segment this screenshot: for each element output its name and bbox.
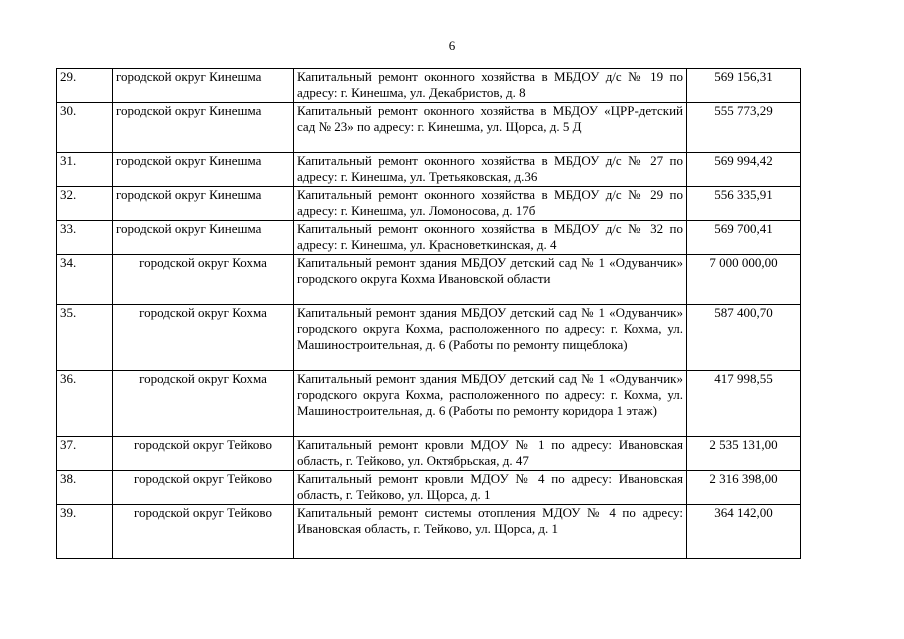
amount: 555 773,29 (687, 103, 801, 153)
work-description: Капитальный ремонт здания МБДОУ детский сад № 1 «Одуванчик» городского округа Кохма, расположенного по адресу: г. Кохма, ул. Машиностроительная, д. 6 (Работы по ремонту пищеблока) (294, 305, 687, 371)
amount: 364 142,00 (687, 505, 801, 559)
table-row (57, 471, 801, 505)
table-row (57, 103, 801, 153)
amount: 2 316 398,00 (687, 471, 801, 505)
amount: 2 535 131,00 (687, 437, 801, 471)
municipality: городской округ Кинешма (113, 187, 294, 221)
work-description: Капитальный ремонт кровли МДОУ № 4 по адресу: Ивановская область, г. Тейково, ул. Щорса, д. 1 (294, 471, 687, 505)
amount: 7 000 000,00 (687, 255, 801, 305)
table-row (57, 437, 801, 471)
row-number: 39. (57, 505, 113, 559)
municipality: городской округ Тейково (113, 505, 294, 559)
table-row (57, 371, 801, 437)
municipality: городской округ Кинешма (113, 221, 294, 255)
municipality: городской округ Кинешма (113, 103, 294, 153)
row-number: 31. (57, 153, 113, 187)
work-description: Капитальный ремонт здания МБДОУ детский сад № 1 «Одуванчик» городского округа Кохма Ивановской области (294, 255, 687, 305)
amount: 587 400,70 (687, 305, 801, 371)
amount: 569 994,42 (687, 153, 801, 187)
table-row (57, 255, 801, 305)
row-number: 32. (57, 187, 113, 221)
work-description: Капитальный ремонт здания МБДОУ детский сад № 1 «Одуванчик» городского округа Кохма, расположенного по адресу: г. Кохма, ул. Машиностроительная, д. 6 (Работы по ремонту коридора 1 этаж) (294, 371, 687, 437)
work-description: Капитальный ремонт кровли МДОУ № 1 по адресу: Ивановская область, г. Тейково, ул. Октябрьская, д. 47 (294, 437, 687, 471)
row-number: 33. (57, 221, 113, 255)
row-number: 34. (57, 255, 113, 305)
row-number: 36. (57, 371, 113, 437)
row-number: 37. (57, 437, 113, 471)
amount: 417 998,55 (687, 371, 801, 437)
table-row (57, 153, 801, 187)
row-number: 35. (57, 305, 113, 371)
work-description: Капитальный ремонт системы отопления МДОУ № 4 по адресу: Ивановская область, г. Тейково, ул. Щорса, д. 1 (294, 505, 687, 559)
table-row (57, 187, 801, 221)
row-number: 29. (57, 69, 113, 103)
funding-table (56, 68, 801, 559)
table-row (57, 505, 801, 559)
work-description: Капитальный ремонт оконного хозяйства в МБДОУ д/с № 32 по адресу: г. Кинешма, ул. Красноветкинская, д. 4 (294, 221, 687, 255)
municipality: городской округ Кинешма (113, 153, 294, 187)
amount: 569 156,31 (687, 69, 801, 103)
amount: 569 700,41 (687, 221, 801, 255)
work-description: Капитальный ремонт оконного хозяйства в МБДОУ д/с № 29 по адресу: г. Кинешма, ул. Ломоносова, д. 17б (294, 187, 687, 221)
municipality: городской округ Кохма (113, 305, 294, 371)
work-description: Капитальный ремонт оконного хозяйства в МБДОУ «ЦРР-детский сад № 23» по адресу: г. Кинешма, ул. Щорса, д. 5 Д (294, 103, 687, 153)
municipality: городской округ Кохма (113, 255, 294, 305)
page-number: 6 (448, 38, 456, 53)
municipality: городской округ Тейково (113, 471, 294, 505)
amount: 556 335,91 (687, 187, 801, 221)
work-description: Капитальный ремонт оконного хозяйства в МБДОУ д/с № 19 по адресу: г. Кинешма, ул. Декабристов, д. 8 (294, 69, 687, 103)
table-row (57, 305, 801, 371)
table-row (57, 69, 801, 103)
row-number: 30. (57, 103, 113, 153)
table-row (57, 221, 801, 255)
municipality: городской округ Кинешма (113, 69, 294, 103)
row-number: 38. (57, 471, 113, 505)
work-description: Капитальный ремонт оконного хозяйства в МБДОУ д/с № 27 по адресу: г. Кинешма, ул. Третьяковская, д.36 (294, 153, 687, 187)
municipality: городской округ Тейково (113, 437, 294, 471)
municipality: городской округ Кохма (113, 371, 294, 437)
